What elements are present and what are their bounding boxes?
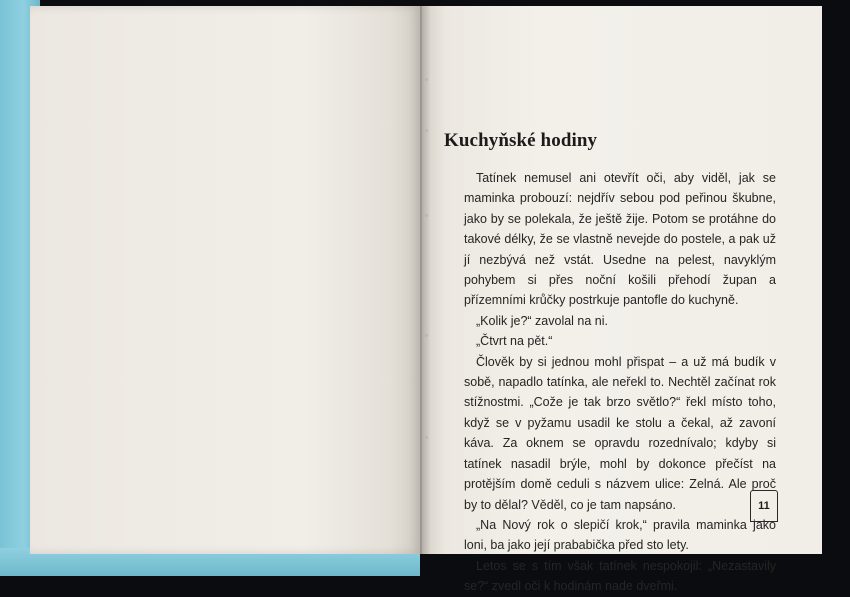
paragraph: „Čtvrt na pět.“ <box>476 334 553 349</box>
paper-speck <box>425 334 428 337</box>
paragraph: Tatínek nemusel ani otevřít oči, aby viděl, jak se maminka probouzí: nejdřív sebou pod peřinou škubne, jako by se polekala, že ještě žije. Potom se protáhne do takové délky, že se vlastně nevejde do postele, a pak už jí nezbývá než vstát. Usedne na pelest, navyklým pohybem si přes noční košili přehodí župan a přízemními krůčky postrkuje pantofle do kuchyně. <box>464 171 776 308</box>
paper-speck <box>425 436 428 439</box>
paragraph: Člověk by si jednou mohl přispat – a už má budík v sobě, napadlo tatínka, ale neřekl to. Nechtěl začínat rok stížnostmi. „Cože je tak brzo světlo?“ řekl místo toho, když se v pyžamu usadil ke stolu a čekal, až zavoní káva. Za oknem se opravdu rozednívalo; kdyby si tatínek nasadil brýle, mohl by dokonce přečíst na protějším domě ceduli s názvem ulice: Zelná. Ale proč by to dělal? Věděl, co je tam napsáno. <box>464 354 776 512</box>
paragraph: „Kolik je?“ zavolal na ni. <box>476 313 609 328</box>
paragraph: „Na Nový rok o slepičí krok,“ pravila maminka jako loni, ba jako její prababička před sto lety. <box>464 517 776 553</box>
chapter-body <box>464 168 776 597</box>
left-page <box>30 6 422 554</box>
page-number-badge <box>750 490 778 522</box>
paragraph: Letos se s tím však tatínek nespokojil: „Nezastavily se?“ zvedl oči k hodinám nade dveřmi. <box>464 558 776 594</box>
book-spine-shadow <box>420 6 430 554</box>
paper-speck <box>425 78 428 81</box>
paper-speck <box>425 129 428 132</box>
paper-speck <box>425 214 428 217</box>
chapter-title: Kuchyňské hodiny <box>444 130 598 151</box>
page-number: 11 <box>758 500 770 512</box>
